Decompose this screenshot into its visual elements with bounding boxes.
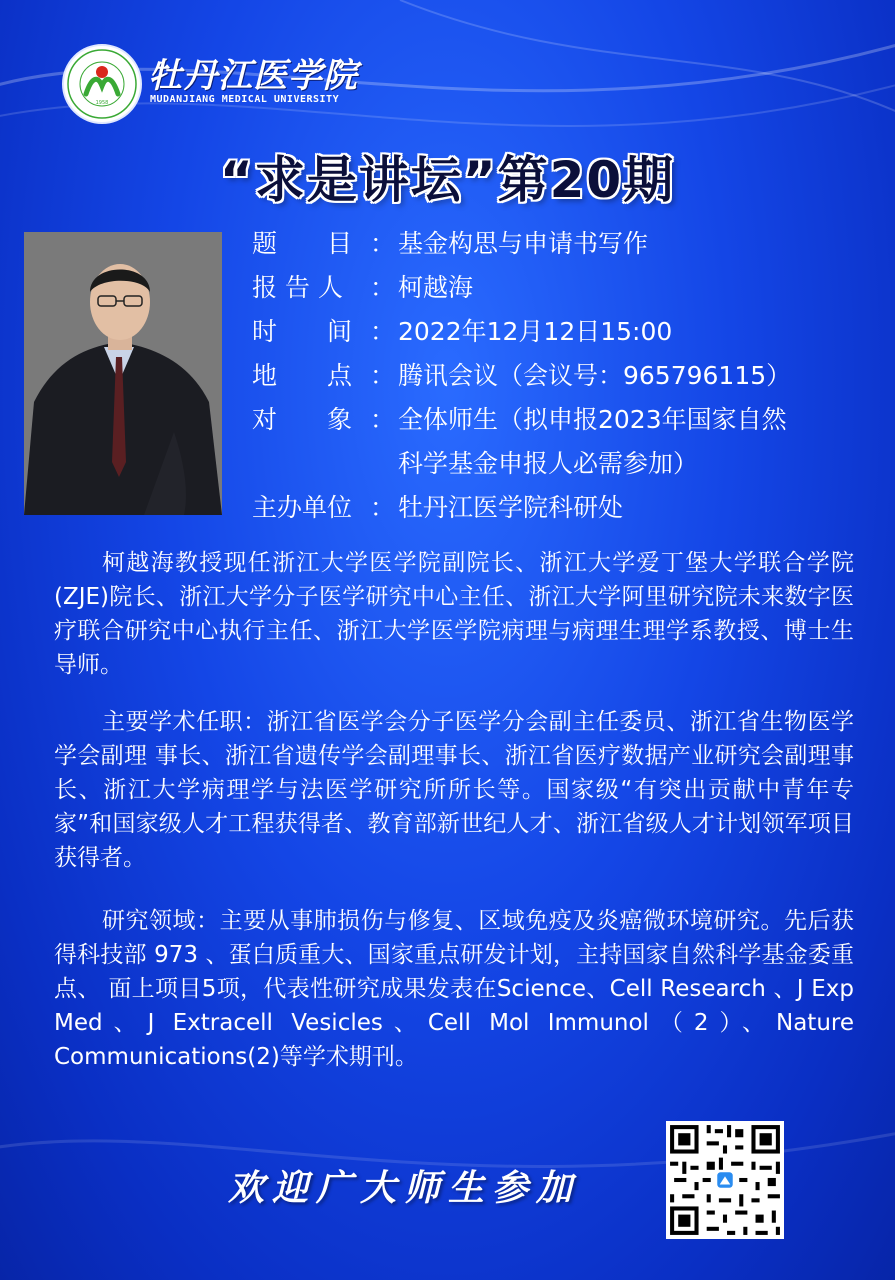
topic-value: 基金构思与申请书写作 bbox=[398, 229, 649, 258]
time-row bbox=[252, 310, 872, 354]
audience-value-line1: 全体师生（拟申报2023年国家自然 bbox=[398, 405, 787, 434]
organizer-row bbox=[252, 486, 872, 530]
audience-label: 对 象 bbox=[252, 405, 353, 434]
university-logo bbox=[62, 44, 362, 124]
university-seal-icon bbox=[62, 44, 142, 124]
colon: ： bbox=[370, 229, 396, 258]
speaker-value: 柯越海 bbox=[398, 273, 474, 302]
place-row bbox=[252, 354, 872, 398]
organizer-label: 主办单位 bbox=[252, 493, 353, 522]
audience-value-line2: 科学基金申报人必需参加） bbox=[398, 449, 699, 478]
colon: ： bbox=[370, 317, 396, 346]
colon: ： bbox=[370, 493, 396, 522]
audience-row-continued bbox=[252, 442, 872, 486]
topic-label: 题 目 bbox=[252, 229, 353, 258]
colon: ： bbox=[370, 405, 396, 434]
university-name-en: MUDANJIANG MEDICAL UNIVERSITY bbox=[150, 94, 340, 105]
place-value: 腾讯会议（会议号：965796115） bbox=[398, 361, 792, 390]
speaker-label: 报 告 人 bbox=[252, 273, 343, 302]
speaker-portrait-icon bbox=[24, 232, 222, 515]
lecture-title: “求是讲坛”第20期 bbox=[219, 151, 676, 209]
bio-paragraph-2: 主要学术任职：浙江省医学会分子医学分会副主任委员、浙江省生物医学学会副理 事长、浙江省遗传学会副理事长、浙江省医疗数据产业研究会副理事长、浙江大学病理学与法医学研究所所长等。国家级“有突出贡献中青年专家”和国家级人才工程获得者、教育部新世纪人才、浙江省级人才计划领军项目获得者。 bbox=[54, 709, 854, 871]
topic-row bbox=[252, 222, 872, 266]
welcome-slogan: 欢迎广大师生参加 bbox=[228, 1167, 581, 1209]
colon: ： bbox=[370, 273, 396, 302]
speaker-photo bbox=[24, 232, 222, 515]
time-value: 2022年12月12日15:00 bbox=[398, 317, 673, 346]
lecture-info bbox=[252, 222, 872, 530]
qr-code-icon[interactable] bbox=[666, 1121, 784, 1239]
university-name-cn: 牡丹江医学院 bbox=[148, 56, 358, 96]
bio-paragraph-1: 柯越海教授现任浙江大学医学院副院长、浙江大学爱丁堡大学联合学院(ZJE)院长、浙江大学分子医学研究中心主任、浙江大学阿里研究院未来数字医疗联合研究中心执行主任、浙江大学医学院病理与病理生理学系教授、博士生导师。 bbox=[54, 550, 854, 678]
bio-paragraph-3: 研究领域：主要从事肺损伤与修复、区域免疫及炎癌微环境研究。先后获得科技部 973 、蛋白质重大、国家重点研发计划，主持国家自然科学基金委重点、 面上项目5项，代表性研究成果发表在Science、Cell Research 、J Exp Med、J Extracell Vesicles、Cell Mol Immunol（2）、Nature Communications(2)等学术期刊。 bbox=[54, 908, 854, 1070]
place-label: 地 点 bbox=[252, 361, 353, 390]
time-label: 时 间 bbox=[252, 317, 353, 346]
svg-text:1958: 1958 bbox=[95, 100, 109, 106]
speaker-row bbox=[252, 266, 872, 310]
audience-row bbox=[252, 398, 872, 442]
organizer-value: 牡丹江医学院科研处 bbox=[398, 493, 624, 522]
colon: ： bbox=[370, 361, 396, 390]
